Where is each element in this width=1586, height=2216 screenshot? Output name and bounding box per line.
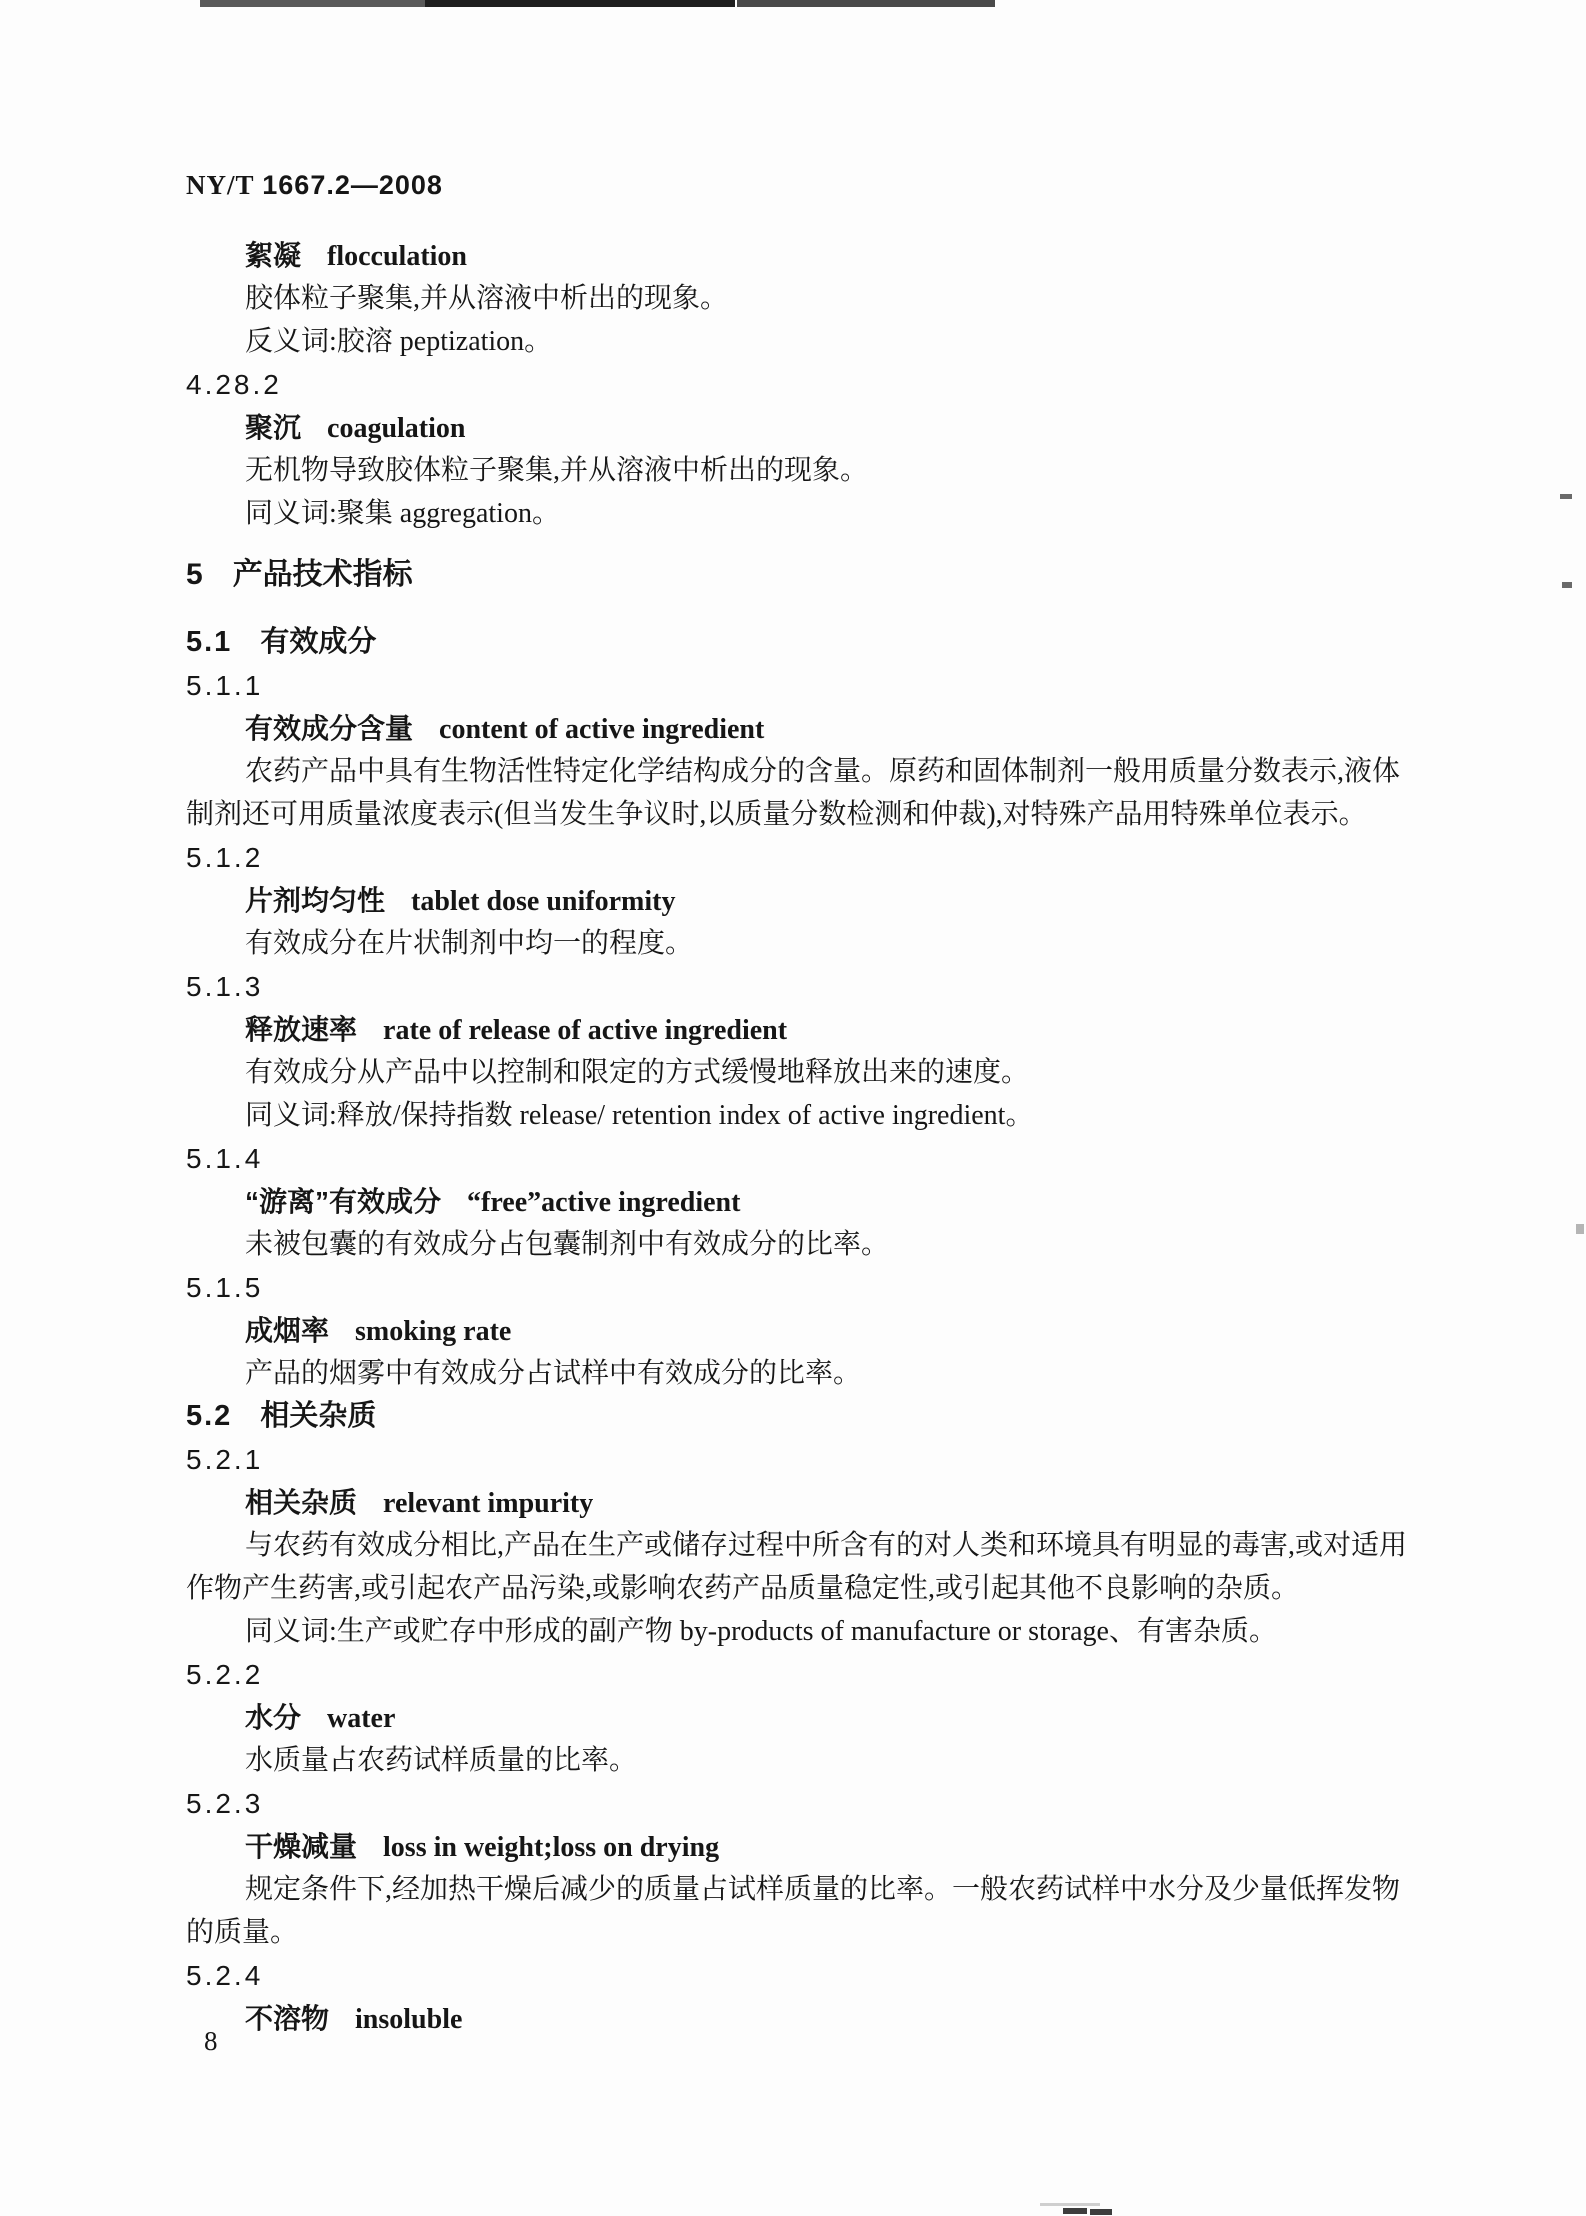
term-zh: 释放速率 xyxy=(245,1014,358,1045)
standard-code-number: 1667.2—2008 xyxy=(262,170,443,200)
note-line: 同义词:聚集 aggregation。 xyxy=(245,498,560,529)
scan-artifact-speck xyxy=(1576,1224,1584,1234)
paragraph-line: 农药产品中具有生物活性特定化学结构成分的含量。原药和固体制剂一般用质量分数表示,液体 xyxy=(245,756,1401,787)
scan-artifact-speck xyxy=(1560,494,1572,499)
clause-number: 5.1.3 xyxy=(186,971,264,1002)
term-zh: 相关杂质 xyxy=(245,1487,358,1518)
clause-number: 5.1.1 xyxy=(186,670,264,701)
paragraph-line: 制剂还可用质量浓度表示(但当发生争议时,以质量分数检测和仲裁),对特殊产品用特殊单位表示。 xyxy=(186,799,1367,830)
definition-line: 有效成分从产品中以控制和限定的方式缓慢地释放出来的速度。 xyxy=(245,1057,1030,1088)
term-line xyxy=(186,1825,1426,1868)
clause-number: 5.2.3 xyxy=(186,1788,264,1819)
term-en: coagulation xyxy=(327,413,466,444)
subsection-number: 5.2 xyxy=(186,1400,233,1432)
subsection-number: 5.1 xyxy=(186,626,233,658)
term-en: insoluble xyxy=(355,2004,463,2035)
note-line: 反义词:胶溶 peptization。 xyxy=(245,326,553,357)
term-en: “free”active ingredient xyxy=(467,1187,741,1218)
section-title: 产品技术指标 xyxy=(232,558,413,591)
term-zh: 聚沉 xyxy=(245,412,302,443)
scan-artifact-band xyxy=(737,0,995,7)
subsection-heading xyxy=(186,1395,1426,1438)
clause-number: 4.28.2 xyxy=(186,369,282,400)
term-en: flocculation xyxy=(327,241,468,272)
term-line xyxy=(186,879,1426,922)
section-heading xyxy=(186,553,1426,596)
clause-number: 5.1.2 xyxy=(186,842,264,873)
definition-line: 水质量占农药试样质量的比率。 xyxy=(245,1745,638,1776)
paragraph-line: 与农药有效成分相比,产品在生产或储存过程中所含有的对人类和环境具有明显的毒害,或对适用 xyxy=(245,1530,1408,1561)
definition-line: 胶体粒子聚集,并从溶液中析出的现象。 xyxy=(245,283,729,314)
term-line xyxy=(186,406,1426,449)
term-line xyxy=(186,1180,1426,1223)
term-line xyxy=(186,707,1426,750)
term-en: water xyxy=(327,1703,396,1734)
term-en: loss in weight;loss on drying xyxy=(383,1832,720,1863)
paragraph-line: 规定条件下,经加热干燥后减少的质量占试样质量的比率。一般农药试样中水分及少量低挥发物 xyxy=(245,1874,1401,1905)
term-en: content of active ingredient xyxy=(439,714,765,745)
clause-number: 5.2.4 xyxy=(186,1960,264,1991)
term-en: relevant impurity xyxy=(383,1488,594,1519)
scan-artifact-speck xyxy=(1040,2203,1100,2206)
term-zh: 水分 xyxy=(245,1702,302,1733)
term-en: rate of release of active ingredient xyxy=(383,1015,788,1046)
scan-artifact-band xyxy=(425,0,735,7)
paragraph-line: 作物产生药害,或引起农产品污染,或影响农药产品质量稳定性,或引起其他不良影响的杂质。 xyxy=(186,1573,1300,1604)
term-line xyxy=(186,1696,1426,1739)
term-zh: 成烟率 xyxy=(245,1315,330,1346)
paragraph-line: 的质量。 xyxy=(186,1917,299,1948)
term-line xyxy=(186,1481,1426,1524)
term-line xyxy=(186,234,1426,277)
term-zh: 有效成分含量 xyxy=(245,713,414,744)
term-zh: 不溶物 xyxy=(245,2003,330,2034)
definition-line: 产品的烟雾中有效成分占试样中有效成分的比率。 xyxy=(245,1358,862,1389)
term-line xyxy=(186,1008,1426,1051)
subsection-title: 相关杂质 xyxy=(260,1400,377,1432)
note-line: 同义词:生产或贮存中形成的副产物 by-products of manufacture or storage、有害杂质。 xyxy=(245,1616,1277,1647)
term-line xyxy=(186,1309,1426,1352)
clause-number: 5.1.4 xyxy=(186,1143,264,1174)
document-body xyxy=(186,234,1426,2040)
page-number: 8 xyxy=(204,2026,218,2056)
standard-code xyxy=(186,170,443,201)
term-zh: 干燥减量 xyxy=(245,1831,358,1862)
section-number: 5 xyxy=(186,558,205,591)
subsection-title: 有效成分 xyxy=(260,626,377,658)
term-en: smoking rate xyxy=(355,1316,512,1347)
clause-number: 5.2.2 xyxy=(186,1659,264,1690)
term-zh: 絮凝 xyxy=(245,240,302,271)
subsection-heading xyxy=(186,621,1426,664)
term-zh: 片剂均匀性 xyxy=(245,885,386,916)
term-zh: “游离”有效成分 xyxy=(245,1186,442,1217)
definition-line: 无机物导致胶体粒子聚集,并从溶液中析出的现象。 xyxy=(245,455,869,486)
scan-artifact-speck xyxy=(1063,2208,1087,2214)
term-line xyxy=(186,1997,1426,2040)
term-en: tablet dose uniformity xyxy=(411,886,676,917)
definition-line: 有效成分在片状制剂中均一的程度。 xyxy=(245,928,694,959)
note-line: 同义词:释放/保持指数 release/ retention index of active ingredient。 xyxy=(245,1100,1034,1131)
clause-number: 5.2.1 xyxy=(186,1444,264,1475)
definition-line: 未被包囊的有效成分占包囊制剂中有效成分的比率。 xyxy=(245,1229,890,1260)
scan-artifact-band xyxy=(200,0,425,7)
clause-number: 5.1.5 xyxy=(186,1272,264,1303)
standard-code-prefix: NY/T xyxy=(186,170,255,200)
scan-artifact-speck xyxy=(1090,2209,1112,2215)
scan-artifact-speck xyxy=(1562,582,1572,588)
